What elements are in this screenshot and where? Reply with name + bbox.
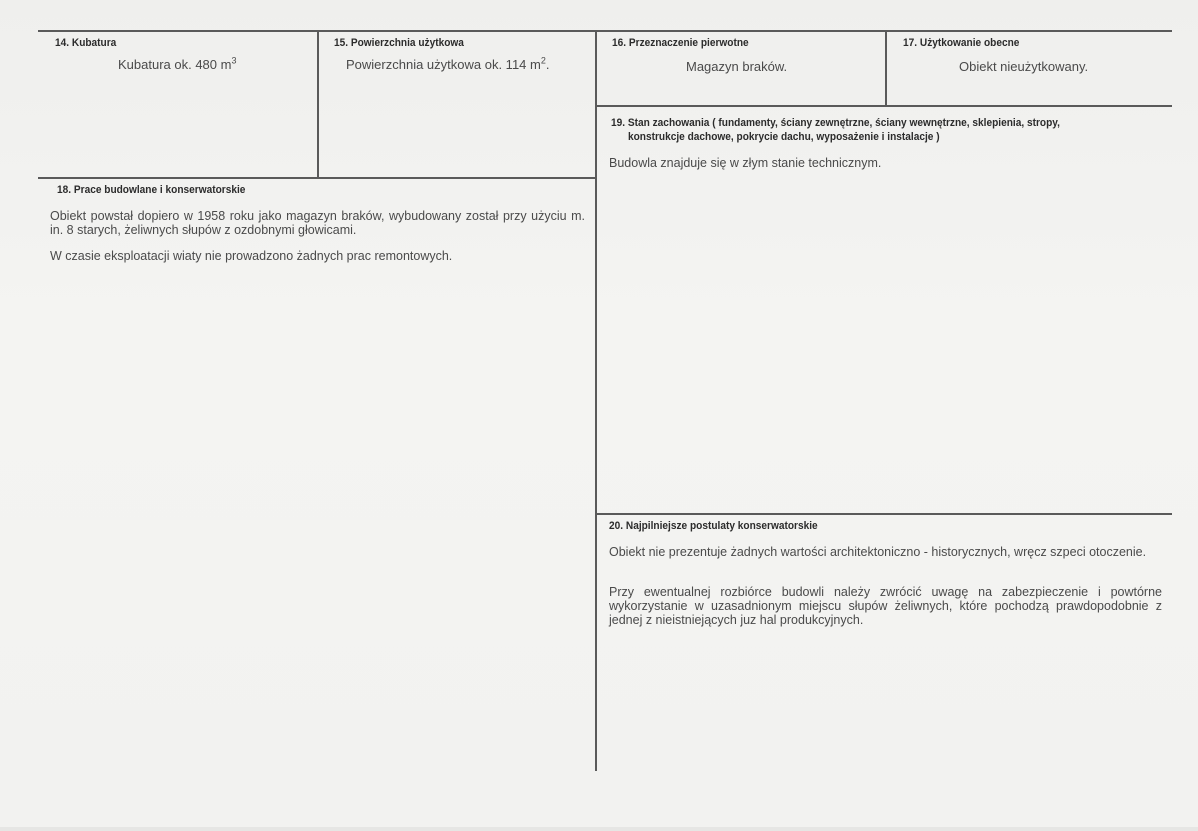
top-border-line: [38, 30, 1172, 32]
section-14-value: [118, 57, 236, 72]
section-20-paragraph-2: Przy ewentualnej rozbiórce budowli należy zwrócić uwagę na zabezpieczenie i powtórne wykorzystanie w uzasadnionym miejscu słupów żeliwnych, które pochodzą prawdopodobnie z jednej z nieistniejących juz hal produkcyjnych.: [609, 585, 1162, 627]
section-19-heading-line1: 19. Stan zachowania ( fundamenty, ściany zewnętrzne, ściany wewnętrzne, sklepienia, stropy,: [611, 117, 1060, 129]
divider-15-16: [595, 30, 597, 771]
section-20-heading: 20. Najpilniejsze postulaty konserwatorskie: [609, 520, 818, 532]
section-16-value: Magazyn braków.: [686, 59, 788, 74]
line-above-20: [595, 513, 1172, 515]
divider-16-17: [885, 30, 887, 106]
section-17-heading: 17. Użytkowanie obecne: [903, 37, 1020, 49]
divider-14-15: [317, 30, 319, 178]
section-19-paragraph: Budowla znajduje się w złym stanie technicznym.: [609, 156, 882, 170]
section-15-heading: 15. Powierzchnia użytkowa: [334, 37, 464, 49]
section-19-heading-line2: konstrukcje dachowe, pokrycie dachu, wyposażenie i instalacje ): [628, 131, 940, 143]
line-above-18: [38, 177, 597, 179]
section-15-value-text: Powierzchnia użytkowa ok. 114 m: [346, 57, 541, 72]
page-bottom-edge: [0, 827, 1198, 831]
section-14-value-unit-exponent: 3: [231, 55, 237, 66]
section-18-paragraph-2: W czasie eksploatacji wiaty nie prowadzono żadnych prac remontowych.: [50, 249, 453, 263]
section-20-paragraph-1: Obiekt nie prezentuje żadnych wartości architektoniczno - historycznych, wręcz szpeci otoczenie.: [609, 545, 1147, 559]
section-17-value: Obiekt nieużytkowany.: [959, 59, 1089, 74]
section-14-value-text: Kubatura ok. 480 m: [118, 57, 232, 72]
line-above-19: [595, 105, 1172, 107]
section-18-heading: 18. Prace budowlane i konserwatorskie: [57, 184, 246, 196]
section-15-value-unit-exponent: 2: [540, 55, 546, 66]
section-18-paragraph-1: Obiekt powstał dopiero w 1958 roku jako magazyn braków, wybudowany został przy użyciu m. in. 8 starych, żeliwnych słupów z ozdobnymi głowicami.: [50, 209, 585, 237]
section-15-value: [346, 57, 550, 72]
section-15-value-suffix: .: [545, 57, 550, 72]
section-16-heading: 16. Przeznaczenie pierwotne: [612, 37, 749, 49]
section-14-heading: 14. Kubatura: [55, 37, 117, 49]
